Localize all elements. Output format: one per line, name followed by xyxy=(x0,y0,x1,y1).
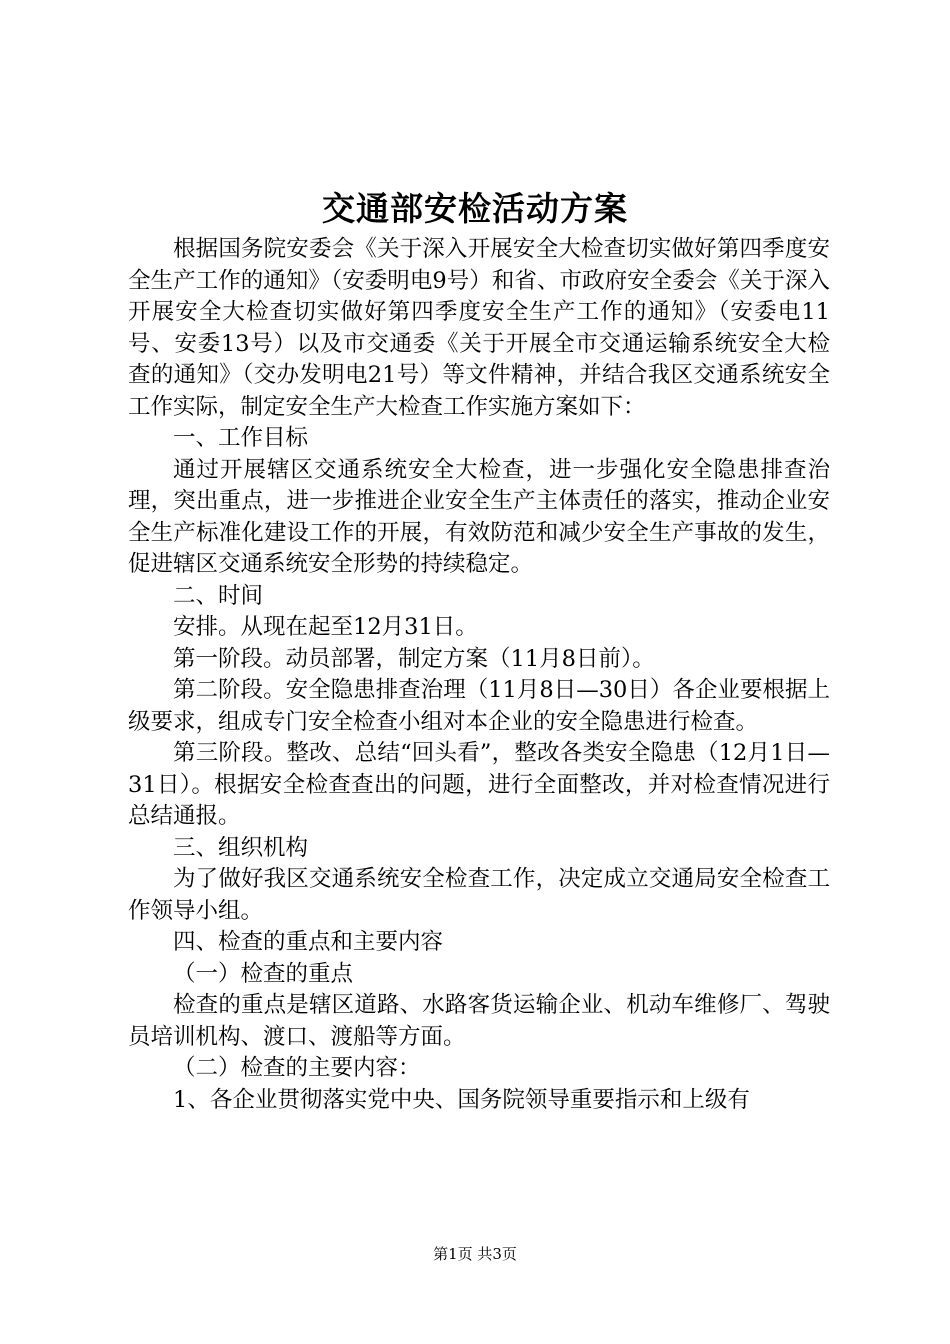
paragraph-intro: 根据国务院安委会《关于深入开展安全大检查切实做好第四季度安全生产工作的通知》（安委明电9号）和省、市政府安全委会《关于深入开展安全大检查切实做好第四季度安全生产工作的通知》（安委电11号、安委13号）以及市交通委《关于开展全市交通运输系统安全大检查的通知》（交办发明电21号）等文件精神，并结合我区交通系统安全工作实际，制定安全生产大检查工作实施方案如下： xyxy=(128,236,830,420)
subheading-inspection-content: （二）检查的主要内容： xyxy=(173,1055,421,1081)
heading-inspection: 四、检查的重点和主要内容 xyxy=(173,929,444,955)
page-footer: 第1页 共3页 xyxy=(433,1245,517,1263)
paragraph-phase-one: 第一阶段。动员部署，制定方案（11月8日前）。 xyxy=(173,645,655,672)
heading-organization: 三、组织机构 xyxy=(173,834,309,861)
heading-work-goals: 一、工作目标 xyxy=(173,425,309,451)
paragraph-content-item-1: 1、各企业贯彻落实党中央、国务院领导重要指示和上级有 xyxy=(173,1086,750,1113)
document-title: 交通部安检活动方案 xyxy=(322,189,628,228)
paragraph-inspection-focus: 检查的重点是辖区道路、水路客货运输企业、机动车维修厂、驾驶员培训机构、渡口、渡船等方面。 xyxy=(128,992,830,1050)
heading-time: 二、时间 xyxy=(173,582,264,609)
paragraph-organization: 为了做好我区交通系统安全检查工作，决定成立交通局安全检查工作领导小组。 xyxy=(128,866,830,924)
paragraph-phase-three: 第三阶段。整改、总结“回头看”，整改各类安全隐患（12月1日—31日）。根据安全检查查出的问题，进行全面整改，并对检查情况进行总结通报。 xyxy=(128,740,830,829)
document-body xyxy=(128,234,830,1116)
subheading-inspection-focus: （一）检查的重点 xyxy=(173,960,354,987)
paragraph-schedule: 安排。从现在起至12月31日。 xyxy=(173,614,478,640)
paragraph-work-goals: 通过开展辖区交通系统安全大检查，进一步强化安全隐患排查治理，突出重点，进一步推进企业安全生产主体责任的落实，推动企业安全生产标准化建设工作的开展，有效防范和减少安全生产事故的发生，促进辖区交通系统安全形势的持续稳定。 xyxy=(128,456,830,577)
paragraph-phase-two: 第二阶段。安全隐患排查治理（11月8日—30日）各企业要根据上级要求，组成专门安全检查小组对本企业的安全隐患进行检查。 xyxy=(128,677,830,735)
